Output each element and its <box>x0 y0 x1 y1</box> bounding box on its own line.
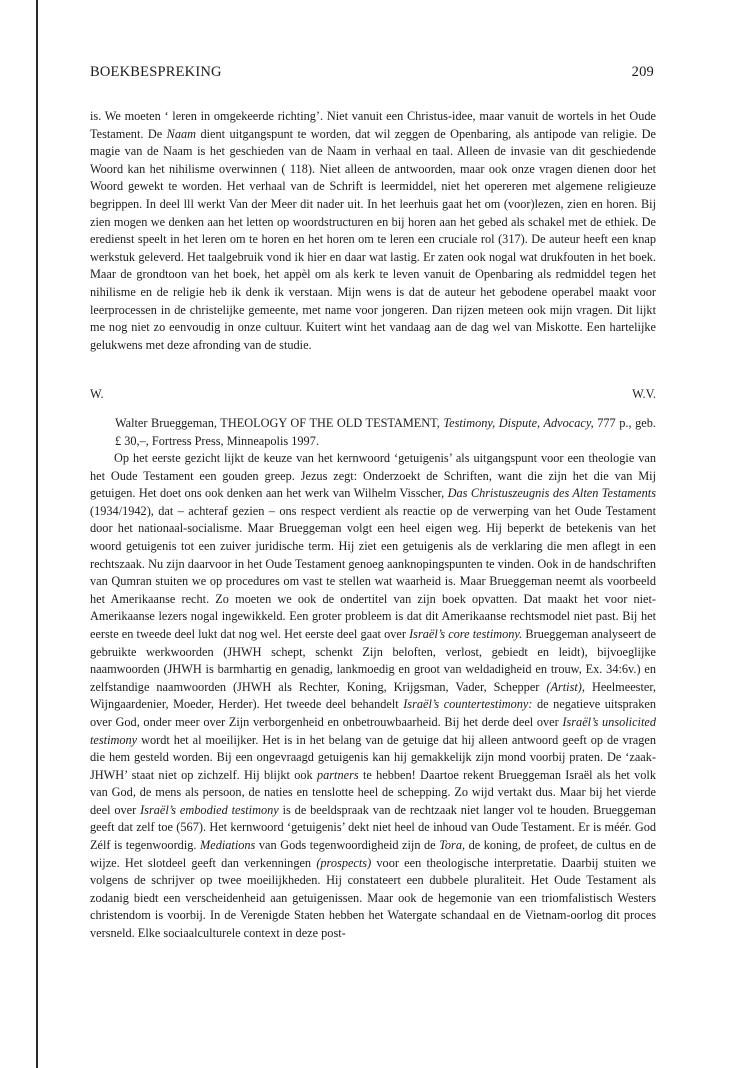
italic-run: Mediations <box>200 838 256 853</box>
review-1-body <box>90 108 656 354</box>
italic-run: Israël’s countertestimony: <box>403 697 533 712</box>
italic-run: (Artist), <box>546 679 585 694</box>
italic-run: Das Christuszeugnis des Alten Testaments <box>447 486 656 501</box>
italic-run: Israël’s unsolicited testimony <box>90 714 656 747</box>
text-run: Brueggeman analyseert de gebruikte werkwoorden (JHWH schept, schenkt Zijn beloften, verlost, gebiedt en leidt), bijvoeglijke naamwoorden (JHWH is barmhartig en genadig, lankmoedig en groot van weldadigheid en trouw, Ex. 34:6v.) en zelfstandige naamwoorden (JHWH als Rechter, Koning, Krijgsman, Vader, Schepper <box>90 626 656 694</box>
page-edge-rule <box>36 0 38 1068</box>
text-run: wordt het al moeilijker. Het is in het belang van de getuige dat hij alleen antwoord geeft op de vragen die hem gesteld worden. Bij een ongevraagd getuigenis kan hij gemakkelijk zijn mond voorbij praten. De ‘zaak-JHWH’ staat niet op zichzelf. Hij blijkt ook <box>90 732 656 782</box>
text-run: de negatieve uitspraken over God, onder meer over Zijn verborgenheid en onbetrouwbaarheid. Bij het derde deel over <box>90 697 656 729</box>
italic-run: partners <box>316 767 359 782</box>
signature-left: W. <box>90 387 104 401</box>
italic-run: Naam <box>166 126 197 141</box>
italic-run: Testimony, Dispute, Advocacy, <box>443 416 594 430</box>
review-2-paragraph <box>90 450 656 943</box>
italic-run: Israël’s core testimony. <box>409 626 523 641</box>
review-1-paragraph <box>90 108 656 354</box>
book-citation <box>115 415 656 450</box>
running-header <box>90 64 654 81</box>
italic-run: (prospects) <box>316 855 372 870</box>
review-2-body <box>90 450 656 943</box>
text-run: is. We moeten ‘ leren in omgekeerde richting’. Niet vanuit een Christus-idee, maar vanuit de wortels in het Oude Testament. De <box>90 109 656 141</box>
italic-run: Tora, <box>439 838 466 853</box>
italic-run: Israël’s embodied testimony <box>140 802 279 817</box>
review-1-signature <box>90 386 656 404</box>
text-run: voor een theologische interpretatie. Daarbij stuiten we volgens de schrijver op twee moeilijkheden. Hij constateert een dubbele pluraliteit. Het Oude Testament als zodanig biedt een verscheidenheid aan getuigenissen. Maar ook de hegemonie van een triomfalistisch Westers christendom is voorbij. In de Verenigde Staten hebben het Watergate schandaal en de Vietnam-oorlog dit proces versneld. Elke sociaalculturele context in deze post- <box>90 855 656 941</box>
text-run: Walter Brueggeman, THEOLOGY OF THE OLD TESTAMENT, <box>115 416 444 430</box>
page-number: 209 <box>631 64 654 80</box>
text-run: te hebben! Daartoe rekent Brueggeman Israël als het volk van God, de mens als persoon, de naties en tenslotte heel de schepping. Zo wijd vertakt dus. Maar bij het vierde deel over <box>90 767 656 817</box>
text-run: (1934/1942), dat – achteraf gezien – ons respect verdient als reactie op de verwerping van het Oude Testament door het nationaal-socialisme. Maar Brueggeman volgt een heel eigen weg. Hij beperkt de betekenis van het woord getuigenis tot een zuiver juridische term. Hij ziet een getuigenis als de verklaring die men aflegt in een rechtszaak. Nu zijn daarvoor in het Oude Testament genoeg aanknopingspunten te vinden. Ook in de handschriften van Qumran stuiten we op procedures om vast te stellen wat waarheid is. Maar Brueggeman neemt als voorbeeld het Amerikaanse recht. Zo moeten we ook de ondertitel van zijn boek opvatten. Dat maakt het voor niet-Amerikaanse lezers nogal ingewikkeld. Een groter probleem is dat dit Amerikaanse rechtsmodel niet past. Bij het eerste en tweede deel lukt dat nog wel. Het eerste deel gaat over <box>90 503 656 641</box>
text-run: van Gods tegenwoordigheid zijn de <box>255 838 440 853</box>
header-title: BOEKBESPREKING <box>90 64 222 80</box>
text-run: de koning, de profeet, de cultus en de wijze. Het slotdeel geeft dan verkenningen <box>90 838 656 870</box>
text-run: dient uitgangspunt te worden, dat wil zeggen de Openbaring, als antipode van religie. De magie van de Naam is het geschieden van de Naam in verhaal en taal. Alleen de invasie van dit geschiedende Woord kan het nihilisme overwinnen ( 118). Niet alleen de antwoorden, maar ook onze vragen dienen door het Woord gewekt te worden. Het verhaal van de Schrift is leermiddel, niet het opereren met algemene religieuze begrippen. In deel lll werkt Van der Meer dit nader uit. In het leerhuis gaat het om (voor)lezen, zien en horen. Bij zien mogen we denken aan het letten op woordstructuren en bij horen aan het gebed als schakel met de ethiek. De eredienst speelt in het leren om te horen en het horen om te leren een cruciale rol (317). De auteur heeft een knap werkstuk geleverd. Het taalgebruik vond ik hier en daar wat lastig. Er zaten ook nogal wat drukfouten in het boek. Maar de grondtoon van het boek, het appèl om als kerk te leven vanuit de Openbaring als redmiddel tegen het nihilisme en de religie heb ik denk ik verstaan. Mijn wens is dat de auteur het gebodene operabel maakt voor leerprocessen in de christelijke gemeente, met name voor jongeren. Dan rijzen meteen ook mijn vragen. Dit lijkt me nog niet zo eenvoudig in onze cultuur. Kuitert wint het vandaag aan de dag wel van Miskotte. Een hartelijke gelukwens met deze afronding van de studie. <box>90 126 656 352</box>
signature-right: W.V. <box>632 387 656 401</box>
text-run: is de beeldspraak van de rechtzaak niet langer vol te houden. Brueggeman geeft dat zelf toe (567). Het kernwoord ‘getuigenis’ dekt niet heel de inhoud van Oude Testament. Er is méér. God Zélf is tegenwoordig. <box>90 802 656 853</box>
text-run: Heelmeester, Wijngaardenier, Moeder, Herder). Het tweede deel behandelt <box>90 679 656 712</box>
text-run: 777 p., geb. £ 30,–, Fortress Press, Minneapolis 1997. <box>115 416 656 448</box>
text-run: Op het eerste gezicht lijkt de keuze van het kernwoord ‘getuigenis’ als uitgangspunt voor een theologie van het Oude Testament een gouden greep. Jezus zegt: Onderzoekt de Schriften, want die zijn het die van Mij getuigen. Het doet ons ook denken aan het werk van Wilhelm Visscher, <box>90 451 656 501</box>
